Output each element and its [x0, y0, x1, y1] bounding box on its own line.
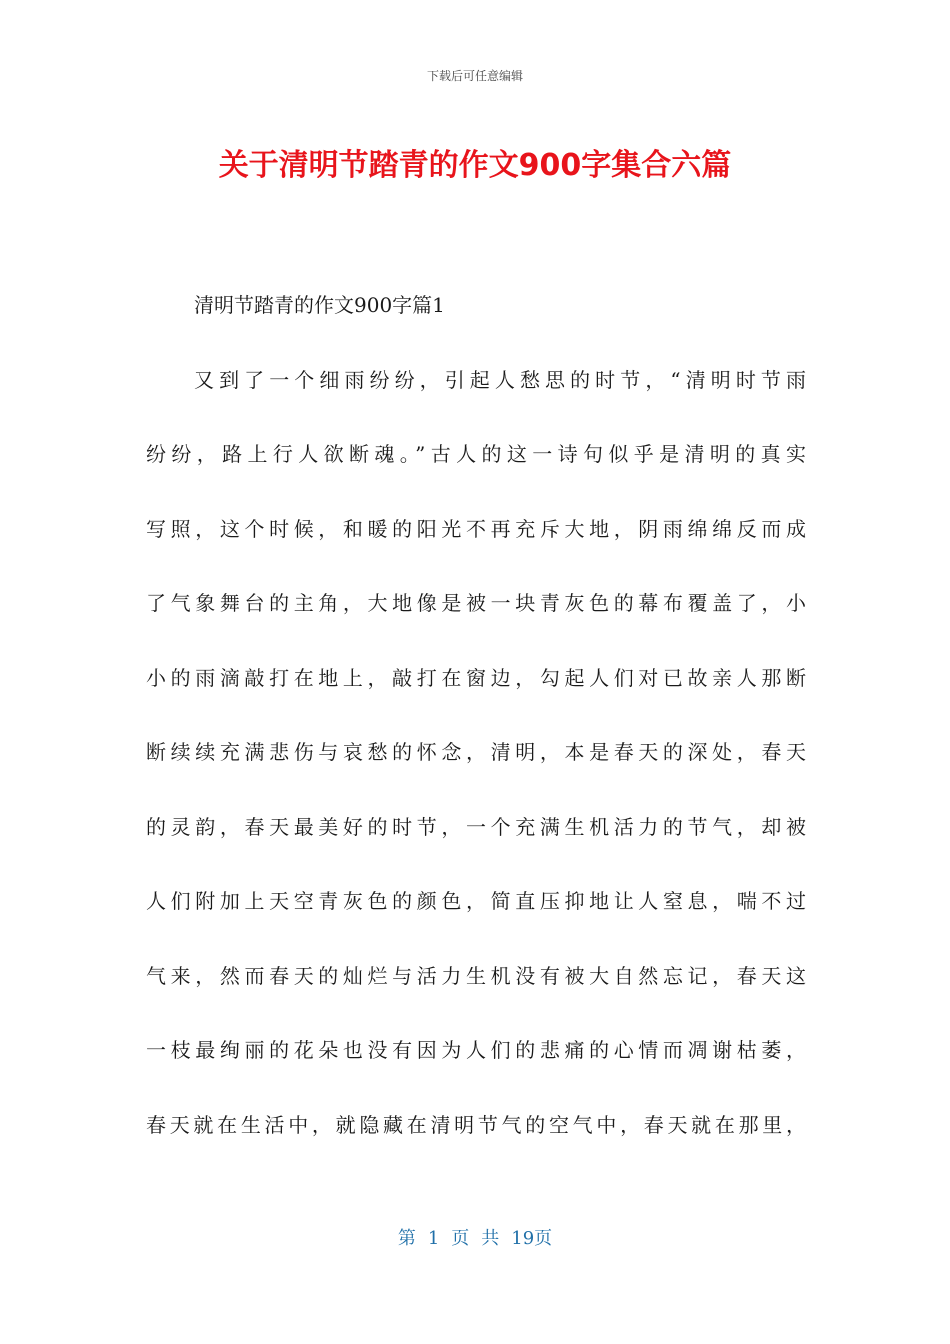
paragraph-line: 纷纷，路上行人欲断魂。”古人的这一诗句似乎是清明的真实	[146, 442, 806, 466]
header-note: 下载后可任意编辑	[426, 69, 523, 83]
paragraph-line: 人们附加上天空青灰色的颜色，简直压抑地让人窒息，喘不过	[146, 889, 806, 913]
paragraph-line: 断续续充满悲伤与哀愁的怀念，清明，本是春天的深处，春天	[146, 740, 806, 764]
page-footer	[0, 1226, 950, 1252]
paragraph-line: 一枝最绚丽的花朵也没有因为人们的悲痛的心情而凋谢枯萎，	[146, 1038, 806, 1062]
paragraph-line: 春天就在生活中，就隐藏在清明节气的空气中，春天就在那里，	[146, 1112, 806, 1137]
footer-total-pages: 19页	[511, 1228, 553, 1249]
footer-prefix: 第	[397, 1228, 416, 1249]
section-heading: 清明节踏青的作文900字篇1	[194, 293, 445, 317]
footer-current-page: 1	[427, 1228, 440, 1249]
paragraph-line: 的灵韵，春天最美好的时节，一个充满生机活力的节气，却被	[146, 814, 806, 839]
paragraph-line: 小的雨滴敲打在地上，敲打在窗边，勾起人们对已故亲人那断	[146, 665, 806, 690]
footer-total-word: 共	[481, 1228, 500, 1249]
paragraph-line: 写照，这个时候，和暖的阳光不再充斥大地，阴雨绵绵反而成	[146, 516, 806, 541]
paragraph-line: 了气象舞台的主角，大地像是被一块青灰色的幕布覆盖了，小	[146, 591, 806, 615]
footer-page-word: 页	[451, 1228, 470, 1249]
document-body	[146, 268, 806, 1162]
document-title: 关于清明节踏青的作文900字集合六篇	[218, 148, 732, 183]
paragraph-line: 气来，然而春天的灿烂与活力生机没有被大自然忘记，春天这	[146, 963, 806, 988]
paragraph-line: 又到了一个细雨纷纷，引起人愁思的时节，“清明时节雨	[194, 367, 806, 392]
